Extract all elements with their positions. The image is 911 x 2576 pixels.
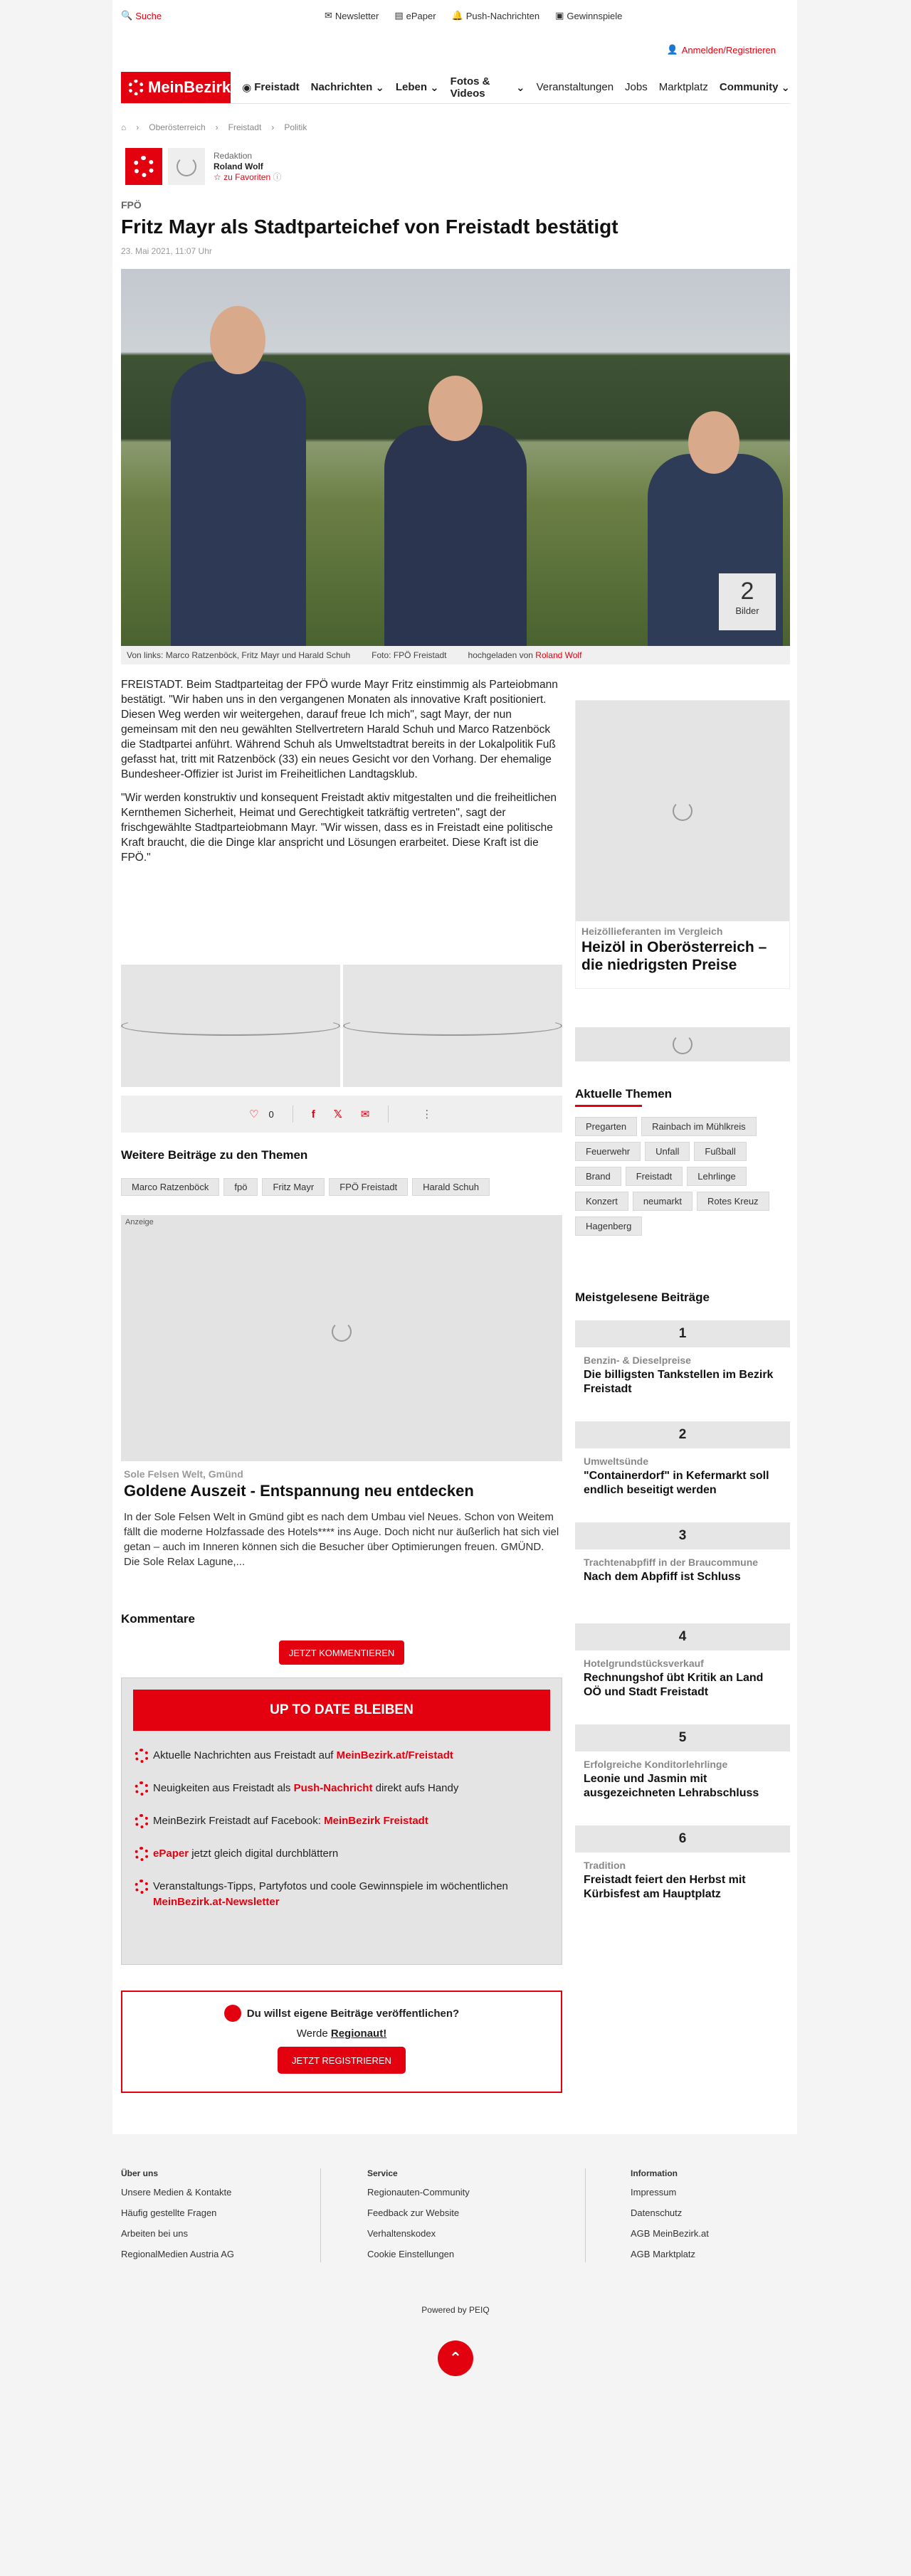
login-link[interactable] xyxy=(667,44,776,55)
person-figure xyxy=(384,425,527,646)
nav-item-jobs[interactable] xyxy=(625,81,648,93)
item-category: Umweltsünde xyxy=(584,1456,649,1467)
topic-tag[interactable]: Fritz Mayr xyxy=(262,1178,325,1196)
item-title: Nach dem Abpfiff ist Schluss xyxy=(584,1571,741,1583)
register-box xyxy=(121,1991,562,2093)
footer-link[interactable]: Arbeiten bei uns xyxy=(121,2228,188,2239)
topic-tag[interactable]: neumarkt xyxy=(633,1192,693,1211)
row-link[interactable]: MeinBezirk Freistadt xyxy=(324,1815,428,1827)
related-tags xyxy=(121,1178,490,1196)
most-read-item[interactable] xyxy=(575,1549,790,1623)
nav-label: Jobs xyxy=(625,81,648,93)
most-read-list xyxy=(575,1320,790,1926)
ad-text: In der Sole Felsen Welt in Gmünd gibt es nach dem Umbau viel Neues. Schon von Weitem fällt die moderne Holzfassade des Hotels**** ins Auge. Doch nicht nur äußerlich hat sich viel getan – auch im Inneren können sich die Besucher über Optimierungen freuen. GMÜND. Die Sole Relax Lagune,... xyxy=(124,1511,559,1568)
uploaded-by-label: hochgeladen von xyxy=(468,650,533,660)
gear-icon xyxy=(135,1781,149,1796)
favorite-label: zu Favoriten xyxy=(223,171,271,182)
login-label: Anmelden/Registrieren xyxy=(681,44,776,55)
nav-label: Veranstaltungen xyxy=(536,81,614,93)
caption-text: Von links: Marco Ratzenböck, Fritz Mayr und Harald Schuh xyxy=(127,650,351,660)
loading-spinner xyxy=(332,1322,352,1342)
ad-title[interactable]: Goldene Auszeit - Entspannung neu entdecken xyxy=(124,1482,474,1500)
gear-icon xyxy=(135,1814,149,1828)
mail-share-icon[interactable]: ✉ xyxy=(360,1108,370,1120)
breadcrumb xyxy=(121,122,307,132)
breadcrumb-item[interactable]: Oberösterreich xyxy=(149,122,206,132)
footer-link[interactable]: Unsere Medien & Kontakte xyxy=(121,2187,232,2198)
footer-link[interactable]: Datenschutz xyxy=(631,2207,683,2218)
footer-link[interactable]: Feedback zur Website xyxy=(367,2207,460,2218)
sidebar-ad-title: Heizöl in Oberösterreich – die niedrigsten Preise xyxy=(581,939,767,973)
most-read-item[interactable] xyxy=(575,1650,790,1724)
breadcrumb-separator: › xyxy=(271,122,275,132)
footer-link[interactable]: Häufig gestellte Fragen xyxy=(121,2207,217,2218)
rank-number: 3 xyxy=(575,1522,790,1549)
item-title: Freistadt feiert den Herbst mit Kürbisfest am Hauptplatz xyxy=(584,1874,746,1900)
nav-item-leben[interactable] xyxy=(396,81,439,94)
heading-underline xyxy=(575,1105,642,1107)
person-head xyxy=(688,411,739,474)
brand-avatar xyxy=(125,148,162,185)
like-button[interactable]: ♡ xyxy=(249,1108,259,1120)
footer-col-info xyxy=(631,2168,709,2269)
loading-spinner xyxy=(673,1034,693,1054)
topic-tag[interactable]: Rainbach im Mühlkreis xyxy=(641,1117,757,1136)
sidebar-ad-image xyxy=(576,701,789,921)
item-category: Tradition xyxy=(584,1860,626,1871)
topic-tag[interactable]: Harald Schuh xyxy=(412,1178,490,1196)
up-to-date-row xyxy=(135,1813,549,1829)
nav-item-nachrichten[interactable] xyxy=(311,81,384,94)
sidebar-ad[interactable] xyxy=(575,700,790,989)
newsletter-label: Newsletter xyxy=(335,10,379,21)
footer-link[interactable]: Verhaltenskodex xyxy=(367,2228,436,2239)
footer-heading: Information xyxy=(631,2168,678,2178)
regionaut-icon xyxy=(224,2005,241,2022)
rank-number: 4 xyxy=(575,1623,790,1650)
ad-category: Sole Felsen Welt, Gmünd xyxy=(124,1468,243,1480)
image-count-badge[interactable] xyxy=(719,573,776,630)
topic-tag[interactable]: Lehrlinge xyxy=(687,1167,747,1186)
author-role: Redaktion xyxy=(214,150,253,161)
register-question-text: Du willst eigene Beiträge veröffentlichen? xyxy=(246,2007,460,2020)
footer-link[interactable]: AGB MeinBezirk.at xyxy=(631,2228,709,2239)
item-category: Benzin- & Dieselpreise xyxy=(584,1355,691,1366)
rank-number: 1 xyxy=(575,1320,790,1347)
footer-link[interactable]: Impressum xyxy=(631,2187,677,2198)
comments-heading: Kommentare xyxy=(121,1612,195,1626)
chevron-up-icon: ⌃ xyxy=(448,2349,463,2367)
row-text: Veranstaltungs-Tipps, Partyfotos und coole Gewinnspiele im wöchentlichen xyxy=(153,1880,508,1892)
up-to-date-row xyxy=(135,1846,549,1862)
sponsored-teaser[interactable] xyxy=(121,1215,562,1480)
rank-number: 2 xyxy=(575,1421,790,1448)
like-count: 0 xyxy=(268,1108,274,1120)
footer-link[interactable]: AGB Marktplatz xyxy=(631,2249,696,2259)
loading-spinner xyxy=(343,1016,562,1036)
row-link[interactable]: MeinBezirk.at-Newsletter xyxy=(153,1896,280,1908)
topics-list xyxy=(575,1117,796,1236)
topic-tag[interactable]: Unfall xyxy=(645,1142,690,1161)
up-to-date-row xyxy=(135,1781,549,1796)
article-hero-image[interactable] xyxy=(121,269,790,646)
nav-label: Nachrichten xyxy=(310,81,373,93)
gallery-thumb[interactable] xyxy=(343,965,562,1087)
image-count-label: Bilder xyxy=(735,605,759,616)
ad-label: Anzeige xyxy=(125,1218,154,1226)
article-title: Fritz Mayr als Stadtparteichef von Freistadt bestätigt xyxy=(121,216,618,238)
powered-by[interactable]: Powered by PEIQ xyxy=(421,2305,490,2315)
search-label: Suche xyxy=(135,10,162,21)
search-icon: 🔍 xyxy=(121,10,133,21)
author-avatar[interactable] xyxy=(168,148,205,185)
item-title: Rechnungshof übt Kritik an Land OÖ und Stadt Freistadt xyxy=(584,1672,764,1698)
topic-tag[interactable]: Pregarten xyxy=(575,1117,637,1136)
topic-tag[interactable]: Rotes Kreuz xyxy=(697,1192,769,1211)
item-category: Hotelgrundstücksverkauf xyxy=(584,1658,704,1669)
comment-button[interactable]: JETZT KOMMENTIEREN xyxy=(279,1641,404,1665)
nav-item-community[interactable] xyxy=(720,81,790,94)
image-gallery xyxy=(121,965,562,1087)
epaper-link[interactable] xyxy=(394,10,436,21)
chevron-down-icon: ⌄ xyxy=(516,81,525,94)
star-icon: ☆ xyxy=(214,171,221,182)
article-body xyxy=(121,677,562,874)
social-bar xyxy=(121,1096,562,1133)
nav-label: Leben xyxy=(395,81,428,93)
breadcrumb-item[interactable]: Freistadt xyxy=(228,122,262,132)
most-read-item[interactable] xyxy=(575,1347,790,1421)
register-become: Werde xyxy=(296,2028,331,2040)
gift-icon: ▣ xyxy=(555,10,564,21)
article-date: 23. Mai 2021, 11:07 Uhr xyxy=(121,246,212,256)
nav-label: Fotos & Videos xyxy=(450,75,490,100)
topics-heading: Aktuelle Themen xyxy=(575,1087,673,1101)
breadcrumb-separator: › xyxy=(136,122,139,132)
topic-tag[interactable]: Marco Ratzenböck xyxy=(121,1178,219,1196)
up-to-date-row xyxy=(135,1748,549,1764)
person-head xyxy=(210,306,265,374)
home-icon[interactable]: ⌂ xyxy=(121,122,127,132)
topic-tag[interactable]: Feuerwehr xyxy=(575,1142,641,1161)
most-read-item[interactable] xyxy=(575,1853,790,1926)
push-label: Push-Nachrichten xyxy=(465,10,540,21)
divider xyxy=(388,1106,389,1123)
most-read-heading: Meistgelesene Beiträge xyxy=(575,1290,710,1304)
author-box xyxy=(125,148,282,185)
up-to-date-row xyxy=(135,1879,549,1910)
item-title: "Containerdorf" in Kefermarkt soll endlich beseitigt werden xyxy=(584,1470,769,1496)
item-title: Leonie und Jasmin mit ausgezeichneten Lehrabschluss xyxy=(584,1773,759,1799)
footer-heading: Über uns xyxy=(121,2168,159,2178)
nav-item-fotos[interactable] xyxy=(451,75,525,100)
epaper-icon: ▤ xyxy=(394,10,404,21)
most-read-item[interactable] xyxy=(575,1448,790,1522)
top-bar xyxy=(121,10,790,24)
newsletter-link[interactable] xyxy=(325,10,379,21)
loading-spinner xyxy=(177,157,196,176)
topic-tag[interactable]: FPÖ Freistadt xyxy=(329,1178,408,1196)
loading-spinner xyxy=(673,801,693,821)
author-info xyxy=(214,151,282,183)
rank-number: 6 xyxy=(575,1825,790,1853)
uploader-line xyxy=(468,650,582,660)
up-to-date-box xyxy=(121,1677,562,1965)
gear-icon xyxy=(135,1847,149,1861)
bell-icon: 🔔 xyxy=(451,10,463,21)
row-text: jetzt gleich digital durchblättern xyxy=(189,1848,339,1860)
footer-divider xyxy=(585,2168,586,2262)
up-to-date-banner: UP TO DATE BLEIBEN xyxy=(133,1690,550,1731)
mail-icon: ✉ xyxy=(325,10,332,21)
most-read-item[interactable] xyxy=(575,1751,790,1825)
sidebar-ad-category: Heizöllieferanten im Vergleich xyxy=(581,926,723,937)
more-options-icon[interactable]: ⋮ xyxy=(421,1108,433,1120)
footer-divider xyxy=(320,2168,321,2262)
nav-label: Marktplatz xyxy=(658,81,708,93)
article-paragraph: FREISTADT. Beim Stadtparteitag der FPÖ wurde Mayr Fritz einstimmig als Parteiobmann bestätigt. "Wir haben uns in den vergangenen Monaten als innovative Kraft positioniert. Diesen Weg werden wir weitergehen, darauf freue Ich mich", sagt Mayr, der nun gemeinsam mit den neu gewählten Stellvertretern Harald Schuh und Marco Ratzenböck die Stadtpartei anführt. Während Schuh als Umweltstadtrat bereits in der Lokalpolitik Fuß gefasst hat, tritt mit Ratzenböck (33) ein neues Gesicht vor den Vorhang. Der ehemalige Bundesheer-Offizier ist Jurist im Freiheitlichen Landtagsklub. xyxy=(121,679,558,780)
image-caption xyxy=(121,646,790,664)
search-link[interactable] xyxy=(121,10,162,21)
main-nav xyxy=(121,71,790,104)
logo-text: MeinBezirk xyxy=(148,78,231,96)
location-pin-icon: ◉ xyxy=(242,81,252,94)
logo-gear-icon xyxy=(128,80,144,95)
topic-tag[interactable]: Freistadt xyxy=(626,1167,683,1186)
uploader-link[interactable]: Roland Wolf xyxy=(535,650,582,660)
chevron-down-icon: ⌄ xyxy=(430,81,439,94)
site-logo[interactable] xyxy=(121,72,231,103)
footer-link[interactable]: Cookie Einstellungen xyxy=(367,2249,455,2259)
item-category: Erfolgreiche Konditorlehrlinge xyxy=(584,1759,728,1770)
x-share-icon[interactable]: 𝕏 xyxy=(333,1108,342,1120)
item-title: Die billigsten Tankstellen im Bezirk Freistadt xyxy=(584,1369,774,1395)
sidebar-ad-placeholder xyxy=(575,1027,790,1061)
regionaut-link[interactable]: Regionaut! xyxy=(330,2028,387,2040)
gewinnspiele-link[interactable] xyxy=(555,10,622,21)
service-links xyxy=(325,10,622,21)
rank-number: 5 xyxy=(575,1724,790,1751)
gear-icon xyxy=(133,156,154,177)
favorite-link[interactable] xyxy=(214,172,282,183)
register-button[interactable]: JETZT REGISTRIEREN xyxy=(278,2047,406,2074)
person-head xyxy=(428,376,483,441)
register-question xyxy=(122,2005,561,2022)
footer-link[interactable]: RegionalMedien Austria AG xyxy=(121,2249,234,2259)
chevron-down-icon: ⌄ xyxy=(781,81,790,94)
facebook-share-icon[interactable]: f xyxy=(311,1108,315,1120)
scroll-to-top-button[interactable] xyxy=(438,2341,473,2376)
breadcrumb-item[interactable]: Politik xyxy=(284,122,307,132)
article-paragraph: "Wir werden konstruktiv und konsequent Freistadt aktiv mitgestalten und die freiheitlichen Kernthemen Sicherheit, Heimat und Gerechtigkeit tatkräftig vertreten", sagt der frischgewählte Stadtparteiobmann Mayr. "Wir wissen, dass es in Freistadt eine politische Kraft braucht, die die Dinge klar anspricht und Lösungen erarbeitet. Diese Kraft ist die FPÖ." xyxy=(121,792,557,864)
footer-link[interactable]: Regionauten-Community xyxy=(367,2187,470,2198)
item-category: Trachtenabpfiff in der Braucommune xyxy=(584,1557,759,1568)
row-link[interactable]: Push-Nachricht xyxy=(293,1782,373,1794)
gear-icon xyxy=(135,1749,149,1763)
epaper-label: ePaper xyxy=(406,10,436,21)
nav-label: Community xyxy=(719,81,779,93)
image-count: 2 xyxy=(740,578,754,605)
location-selector[interactable] xyxy=(242,81,299,94)
topic-tag[interactable]: Fußball xyxy=(694,1142,746,1161)
topic-tag[interactable]: fpö xyxy=(223,1178,258,1196)
register-line xyxy=(122,2028,561,2040)
author-name[interactable]: Roland Wolf xyxy=(214,161,263,171)
gear-icon xyxy=(135,1880,149,1894)
user-icon: 👤 xyxy=(666,44,678,55)
photo-credit: Foto: FPÖ Freistadt xyxy=(372,650,447,660)
row-link[interactable]: MeinBezirk.at/Freistadt xyxy=(336,1749,453,1761)
loading-spinner xyxy=(121,1016,340,1036)
gewinnspiele-label: Gewinnspiele xyxy=(567,10,623,21)
push-link[interactable] xyxy=(452,10,540,21)
footer-col-service xyxy=(367,2168,470,2269)
row-text: Aktuelle Nachrichten aus Freistadt auf xyxy=(153,1749,337,1761)
breadcrumb-separator: › xyxy=(215,122,218,132)
topic-tag[interactable]: Konzert xyxy=(575,1192,628,1211)
topic-tag[interactable]: Brand xyxy=(575,1167,621,1186)
row-text: direkt aufs Handy xyxy=(372,1782,459,1794)
chevron-down-icon: ⌄ xyxy=(375,81,384,94)
topic-tag[interactable]: Hagenberg xyxy=(575,1217,642,1236)
location-label: Freistadt xyxy=(254,81,300,93)
row-text: MeinBezirk Freistadt auf Facebook: xyxy=(153,1815,325,1827)
gallery-thumb[interactable] xyxy=(121,965,340,1087)
nav-item-marktplatz[interactable] xyxy=(659,81,708,93)
footer-col-about xyxy=(121,2168,234,2269)
row-link[interactable]: ePaper xyxy=(153,1848,189,1860)
related-heading: Weitere Beiträge zu den Themen xyxy=(121,1148,308,1162)
info-icon: ⓘ xyxy=(273,171,282,182)
person-figure xyxy=(171,361,306,646)
row-text: Neuigkeiten aus Freistadt als xyxy=(153,1782,294,1794)
nav-item-veranstaltungen[interactable] xyxy=(537,81,614,93)
article-kicker: FPÖ xyxy=(121,199,142,211)
footer-heading: Service xyxy=(367,2168,398,2178)
